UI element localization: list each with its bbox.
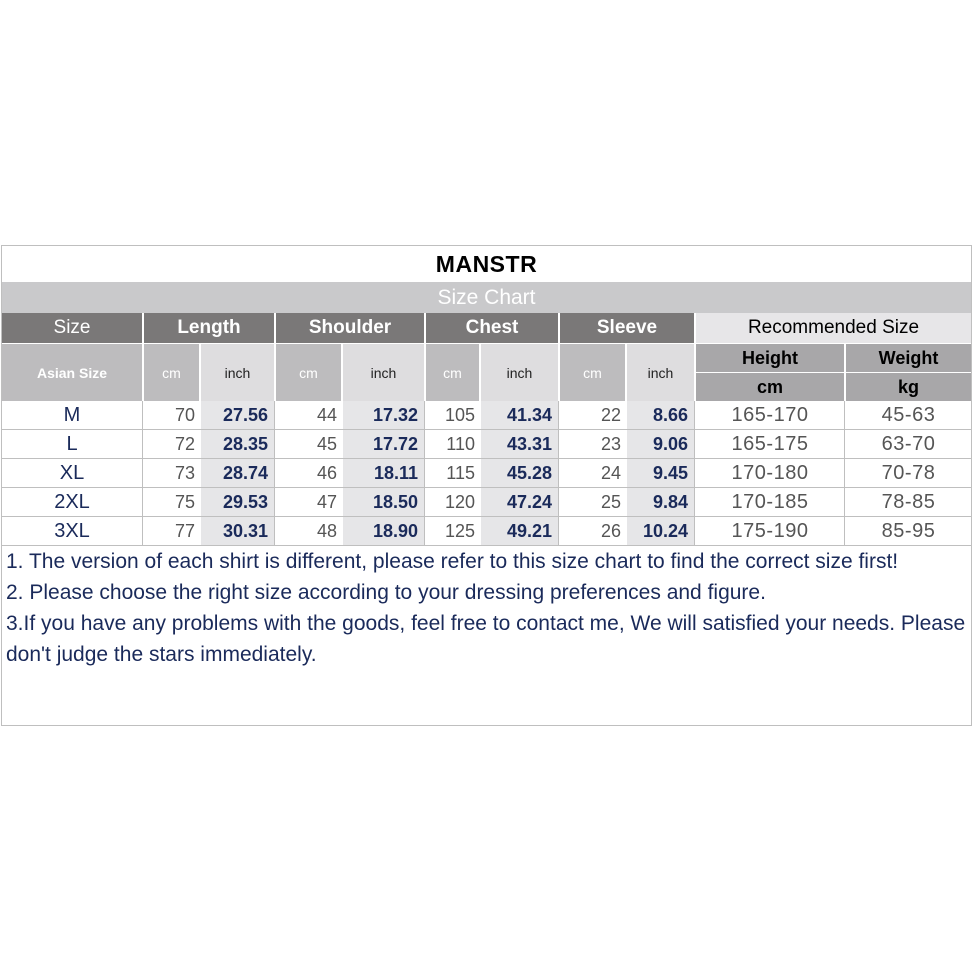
cell-chest-inch: 43.31 — [481, 430, 558, 458]
cell-height: 170-180 — [731, 461, 809, 484]
header-shoulder-cm: cm — [276, 344, 341, 401]
table-row — [2, 430, 971, 459]
cell-height: 165-170 — [731, 403, 809, 426]
header-height: Height — [696, 344, 844, 372]
cell-chest-inch: 49.21 — [481, 517, 558, 545]
cell-length-cm: 73 — [174, 462, 195, 483]
cell-shoulder-cm: 44 — [316, 404, 337, 425]
cell-sleeve-cm: 23 — [600, 433, 621, 454]
cell-size: L — [66, 432, 78, 455]
cell-weight: 78-85 — [881, 490, 936, 513]
cell-chest-inch: 45.28 — [481, 459, 558, 487]
grid-divider — [558, 401, 559, 546]
header-weight: Weight — [846, 344, 971, 372]
brand-title: MANSTR — [435, 250, 538, 277]
note-3: 3.If you have any problems with the goods, feel free to contact me, We will satisfied your needs. Please don't judge the stars immediately. — [6, 612, 966, 666]
cell-weight: 63-70 — [881, 432, 936, 455]
cell-sleeve-inch: 9.45 — [627, 459, 694, 487]
cell-sleeve-cm: 22 — [600, 404, 621, 425]
header-height-unit: cm — [696, 373, 844, 401]
header-chest-cm: cm — [426, 344, 479, 401]
table-row — [2, 459, 971, 488]
header-length: Length — [144, 313, 274, 343]
note-1: 1. The version of each shirt is different, please refer to this size chart to find the correct size first! — [6, 550, 899, 573]
cell-length-inch: 28.74 — [201, 459, 274, 487]
cell-shoulder-cm: 47 — [316, 491, 337, 512]
cell-chest-cm: 105 — [444, 404, 475, 425]
cell-sleeve-inch: 8.66 — [627, 401, 694, 429]
table-row — [2, 401, 971, 430]
cell-length-cm: 77 — [174, 520, 195, 541]
grid-divider — [424, 401, 425, 546]
cell-sleeve-inch: 9.84 — [627, 488, 694, 516]
cell-shoulder-cm: 48 — [316, 520, 337, 541]
cell-chest-inch: 41.34 — [481, 401, 558, 429]
grid-divider — [844, 401, 845, 546]
cell-shoulder-cm: 45 — [316, 433, 337, 454]
cell-shoulder-inch: 17.72 — [343, 430, 424, 458]
cell-chest-inch: 47.24 — [481, 488, 558, 516]
cell-length-inch: 29.53 — [201, 488, 274, 516]
size-chart — [1, 245, 972, 726]
cell-height: 165-175 — [731, 432, 809, 455]
cell-length-inch: 28.35 — [201, 430, 274, 458]
header-weight-unit: kg — [846, 373, 971, 401]
cell-shoulder-inch: 18.11 — [343, 459, 424, 487]
cell-length-cm: 75 — [174, 491, 195, 512]
cell-size: XL — [59, 461, 85, 484]
header-shoulder-inch: inch — [343, 344, 424, 401]
size-notes — [6, 546, 966, 670]
cell-shoulder-cm: 46 — [316, 462, 337, 483]
cell-sleeve-cm: 24 — [600, 462, 621, 483]
cell-size: 3XL — [54, 519, 90, 542]
header-asian-size: Asian Size — [2, 344, 142, 401]
cell-shoulder-inch: 17.32 — [343, 401, 424, 429]
cell-sleeve-inch: 9.06 — [627, 430, 694, 458]
grid-divider — [274, 401, 275, 546]
header-chest: Chest — [426, 313, 558, 343]
cell-length-inch: 30.31 — [201, 517, 274, 545]
cell-chest-cm: 110 — [446, 433, 475, 454]
cell-length-inch: 27.56 — [201, 401, 274, 429]
table-row — [2, 517, 971, 546]
table-row — [2, 488, 971, 517]
cell-chest-cm: 120 — [444, 491, 475, 512]
cell-weight: 45-63 — [881, 403, 936, 426]
header-shoulder: Shoulder — [276, 313, 424, 343]
cell-size: M — [63, 403, 81, 426]
cell-length-cm: 72 — [174, 433, 195, 454]
header-sleeve-cm: cm — [560, 344, 625, 401]
note-2: 2. Please choose the right size according to your dressing preferences and figure. — [6, 581, 766, 604]
header-sleeve: Sleeve — [560, 313, 694, 343]
cell-shoulder-inch: 18.50 — [343, 488, 424, 516]
chart-subtitle: Size Chart — [2, 282, 971, 313]
grid-divider — [142, 401, 143, 546]
cell-weight: 85-95 — [881, 519, 936, 542]
cell-chest-cm: 125 — [444, 520, 475, 541]
cell-sleeve-cm: 25 — [600, 491, 621, 512]
cell-chest-cm: 115 — [446, 462, 475, 483]
cell-size: 2XL — [54, 490, 90, 513]
header-recommended-size: Recommended Size — [696, 313, 971, 343]
cell-sleeve-inch: 10.24 — [627, 517, 694, 545]
header-length-cm: cm — [144, 344, 199, 401]
cell-shoulder-inch: 18.90 — [343, 517, 424, 545]
header-sleeve-inch: inch — [627, 344, 694, 401]
cell-height: 175-190 — [731, 519, 809, 542]
cell-height: 170-185 — [731, 490, 809, 513]
cell-sleeve-cm: 26 — [600, 520, 621, 541]
cell-length-cm: 70 — [174, 404, 195, 425]
grid-divider — [694, 401, 695, 546]
cell-weight: 70-78 — [881, 461, 936, 484]
header-size: Size — [2, 313, 142, 343]
header-chest-inch: inch — [481, 344, 558, 401]
header-length-inch: inch — [201, 344, 274, 401]
